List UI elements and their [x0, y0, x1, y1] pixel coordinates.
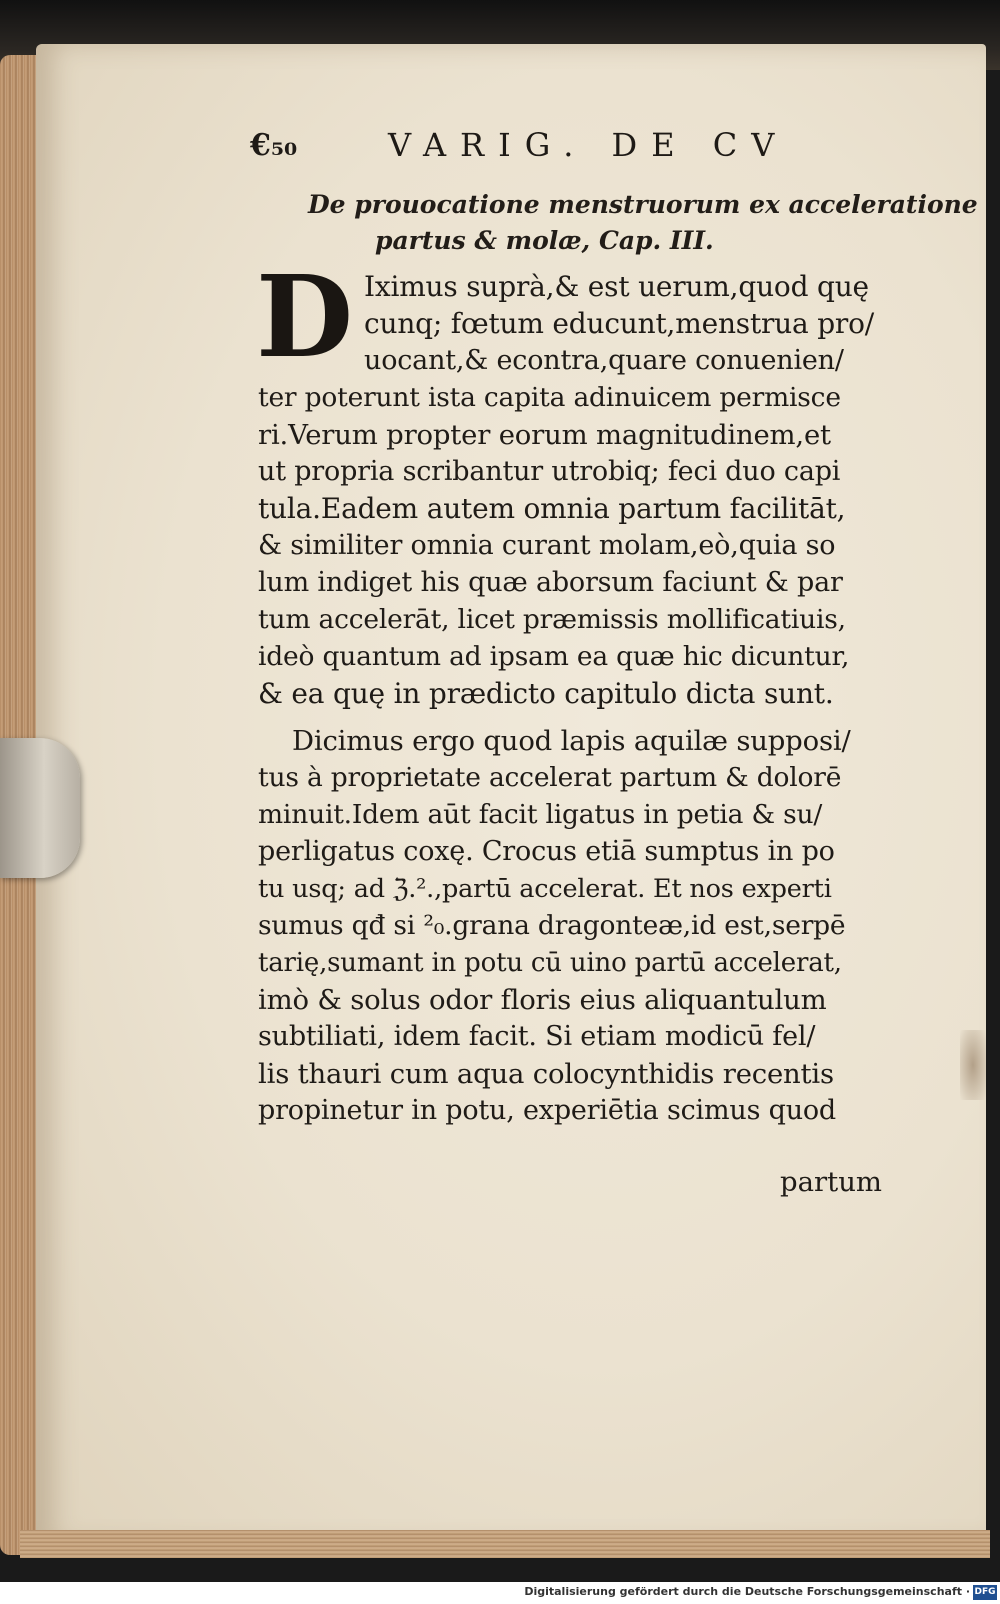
catchword: partum — [780, 1166, 882, 1198]
stain — [960, 1030, 986, 1100]
text-line: Iximus suprà,& est uerum,quod quę — [364, 270, 869, 303]
text-line: tula.Eadem autem omnia partum facilitāt, — [258, 492, 846, 525]
page-clip — [0, 738, 80, 878]
text-line: sumus qđ si ²₀.grana dragonteæ,id est,serpē — [258, 910, 846, 941]
running-head: VARIG. DE CV — [388, 126, 789, 164]
text-line: Dicimus ergo quod lapis aquilæ supposi/ — [292, 725, 851, 757]
drop-cap: D — [256, 252, 354, 383]
text-line: propinetur in potu, experiētia scimus quod — [258, 1095, 837, 1126]
text-line: minuit.Idem aūt facit ligatus in petia & su/ — [258, 799, 823, 830]
text-line: tarię,sumant in potu cū uino partū accelerat, — [258, 948, 842, 978]
text-line: cunq; fœtum educunt,menstrua pro/ — [364, 307, 875, 340]
text-line: tus à proprietate accelerat partum & dolorē — [258, 762, 842, 793]
page-bottom-edge — [20, 1530, 990, 1558]
text-line: & similiter omnia curant molam,eò,quia so — [258, 530, 836, 561]
text-line: lis thauri cum aqua colocynthidis recentis — [258, 1058, 834, 1090]
text-line: subtiliati, idem facit. Si etiam modicū fel/ — [258, 1021, 816, 1052]
text-line: lum indiget his quæ aborsum faciunt & par — [258, 567, 843, 598]
text-line: ter poterunt ista capita adinuicem permisce — [258, 382, 841, 413]
page-header — [250, 126, 810, 166]
footer — [0, 1582, 1000, 1604]
text-line: ri.Verum propter eorum magnitudinem,et — [258, 419, 831, 451]
text-line: uocant,& econtra,quare conuenien/ — [364, 345, 844, 376]
text-line: perligatus coxę. Crocus etiā sumptus in po — [258, 836, 835, 867]
text-line: & ea quę in prædicto capitulo dicta sunt. — [258, 677, 834, 710]
folio-number: €₅₀ — [250, 128, 298, 163]
text-line: imò & solus odor floris eius aliquantulum — [258, 984, 827, 1016]
chapter-title-line-2: partus & molæ, Cap. III. — [375, 226, 714, 255]
chapter-title-line-1: De prouocatione menstruorum ex acceleratione — [308, 190, 978, 219]
text-line: ideò quantum ad ipsam ea quæ hic dicuntur, — [258, 641, 850, 672]
text-line: tu usq; ad ℨ.².,partū accelerat. Et nos experti — [258, 874, 832, 904]
footer-credit: Digitalisierung gefördert durch die Deutsche Forschungsgemeinschaft · — [524, 1585, 970, 1598]
dfg-logo-icon: DFG — [973, 1585, 997, 1600]
text-line: ut propria scribantur utrobiq; feci duo capi — [258, 456, 841, 487]
text-line: tum accelerāt, licet præmissis mollificatiuis, — [258, 604, 846, 635]
